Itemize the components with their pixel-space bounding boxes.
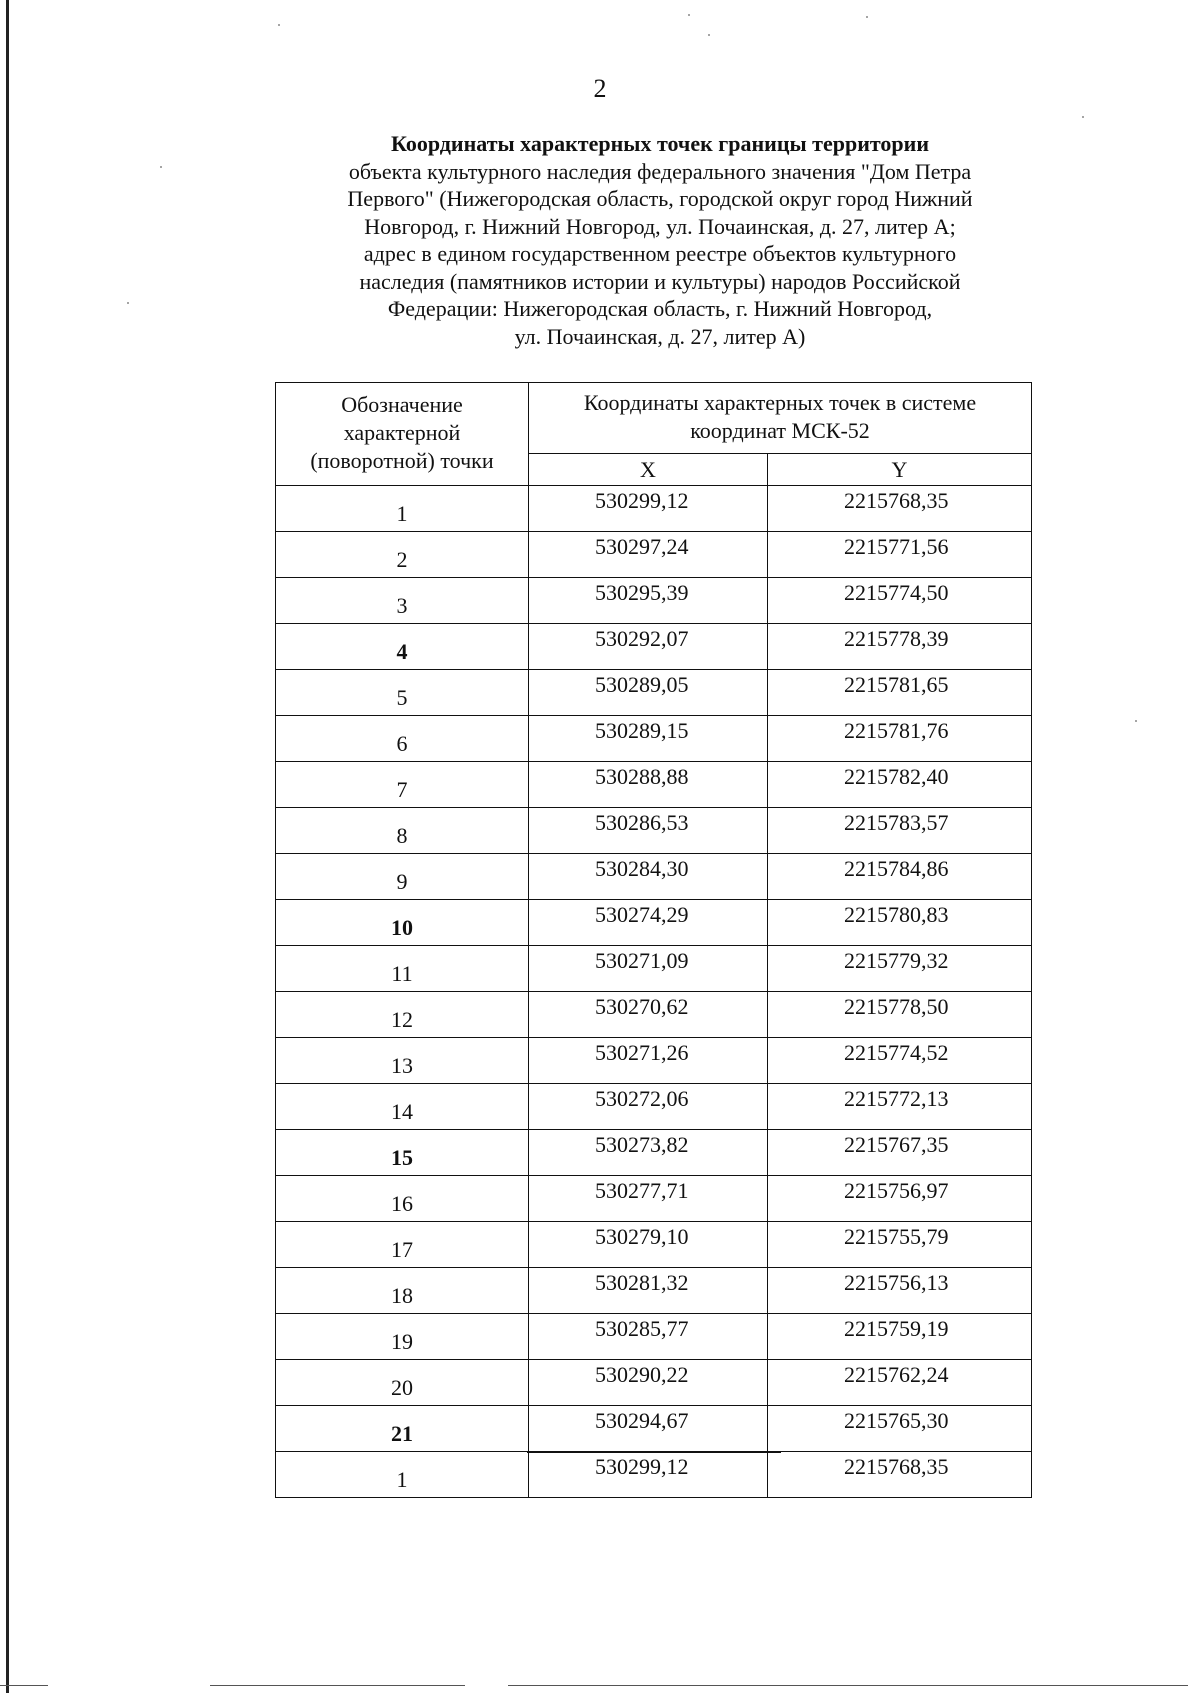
y-coordinate-cell: 2215781,76: [768, 716, 1032, 762]
x-coordinate-cell: 530271,09: [529, 946, 768, 992]
table-row: [276, 1084, 1032, 1130]
point-number-cell: 11: [276, 946, 529, 992]
y-coordinate-cell: 2215781,65: [768, 670, 1032, 716]
point-number-cell: 13: [276, 1038, 529, 1084]
end-of-document-rule: [527, 1451, 781, 1453]
y-coordinate-cell: 2215784,86: [768, 854, 1032, 900]
table-row: [276, 808, 1032, 854]
title-line: объекта культурного наследия федерального значения "Дом Петра: [348, 158, 972, 184]
point-number-cell: 3: [276, 578, 529, 624]
title-line: Федерации: Нижегородская область, г. Нижний Новгород,: [387, 296, 933, 321]
y-coordinate-cell: 2215772,13: [768, 1084, 1032, 1130]
x-coordinate-cell: 530273,82: [529, 1130, 768, 1176]
y-coordinate-cell: 2215768,35: [768, 486, 1032, 532]
x-coordinate-cell: 530272,06: [529, 1084, 768, 1130]
header-coordinates: [529, 383, 1032, 454]
point-number-cell: 15: [276, 1130, 529, 1176]
title-line: Новгород, г. Нижний Новгород, ул. Почаинская, д. 27, литер А;: [364, 213, 956, 239]
y-coordinate-cell: 2215768,35: [768, 1452, 1032, 1498]
x-coordinate-cell: 530290,22: [529, 1360, 768, 1406]
table-row: [276, 532, 1032, 578]
table-row: [276, 1314, 1032, 1360]
scan-left-edge: [6, 0, 9, 1693]
x-coordinate-cell: 530289,15: [529, 716, 768, 762]
title-line: адрес в едином государственном реестре объектов культурного: [363, 241, 957, 266]
point-number-cell: 2: [276, 532, 529, 578]
y-coordinate-cell: 2215755,79: [768, 1222, 1032, 1268]
x-coordinate-cell: 530270,62: [529, 992, 768, 1038]
scan-speck: [866, 16, 868, 18]
table-row: [276, 670, 1032, 716]
y-coordinate-cell: 2215756,13: [768, 1268, 1032, 1314]
y-coordinate-cell: 2215767,35: [768, 1130, 1032, 1176]
header-point-line: Обозначение: [341, 392, 463, 417]
x-coordinate-cell: 530279,10: [529, 1222, 768, 1268]
table-row: [276, 946, 1032, 992]
y-coordinate-cell: 2215778,50: [768, 992, 1032, 1038]
table-row: [276, 486, 1032, 532]
x-coordinate-cell: 530297,24: [529, 532, 768, 578]
scan-speck: [708, 34, 710, 36]
point-number-cell: 12: [276, 992, 529, 1038]
coordinates-table: [275, 382, 1032, 1498]
x-coordinate-cell: 530295,39: [529, 578, 768, 624]
document-title: [290, 130, 1030, 350]
point-number-cell: 8: [276, 808, 529, 854]
y-coordinate-cell: 2215778,39: [768, 624, 1032, 670]
header-point-line: характерной: [343, 420, 461, 445]
y-coordinate-cell: 2215765,30: [768, 1406, 1032, 1452]
table-row: [276, 1406, 1032, 1452]
table-row: [276, 1130, 1032, 1176]
table-row: [276, 1268, 1032, 1314]
y-coordinate-cell: 2215759,19: [768, 1314, 1032, 1360]
point-number-cell: 1: [276, 486, 529, 532]
header-x: X: [529, 454, 768, 486]
point-number-cell: 20: [276, 1360, 529, 1406]
table-row: [276, 624, 1032, 670]
x-coordinate-cell: 530288,88: [529, 762, 768, 808]
title-line: наследия (памятников истории и культуры) народов Российской: [359, 268, 961, 294]
table-row: [276, 992, 1032, 1038]
point-number-cell: 21: [276, 1406, 529, 1452]
y-coordinate-cell: 2215780,83: [768, 900, 1032, 946]
x-coordinate-cell: 530286,53: [529, 808, 768, 854]
x-coordinate-cell: 530281,32: [529, 1268, 768, 1314]
x-coordinate-cell: 530292,07: [529, 624, 768, 670]
coordinates-table-body: [276, 486, 1032, 1498]
table-row: [276, 762, 1032, 808]
point-number-cell: 6: [276, 716, 529, 762]
scan-speck: [1135, 720, 1137, 722]
point-number-cell: 1: [276, 1452, 529, 1498]
x-coordinate-cell: 530285,77: [529, 1314, 768, 1360]
x-coordinate-cell: 530299,12: [529, 486, 768, 532]
x-coordinate-cell: 530299,12: [529, 1452, 768, 1498]
table-row: [276, 854, 1032, 900]
point-number-cell: 17: [276, 1222, 529, 1268]
table-row: [276, 1222, 1032, 1268]
y-coordinate-cell: 2215771,56: [768, 532, 1032, 578]
point-number-cell: 10: [276, 900, 529, 946]
table-row: [276, 1176, 1032, 1222]
point-number-cell: 5: [276, 670, 529, 716]
y-coordinate-cell: 2215782,40: [768, 762, 1032, 808]
y-coordinate-cell: 2215774,50: [768, 578, 1032, 624]
point-number-cell: 18: [276, 1268, 529, 1314]
table-row: [276, 900, 1032, 946]
table-row: [276, 578, 1032, 624]
table-row: [276, 716, 1032, 762]
header-y: Y: [768, 454, 1032, 486]
point-number-cell: 14: [276, 1084, 529, 1130]
table-row: [276, 1452, 1032, 1498]
y-coordinate-cell: 2215774,52: [768, 1038, 1032, 1084]
scan-speck: [278, 24, 280, 26]
table-row: [276, 1038, 1032, 1084]
header-coordinates-line: Координаты характерных точек в системе: [583, 390, 977, 415]
x-coordinate-cell: 530294,67: [529, 1406, 768, 1452]
header-coordinates-line: координат МСК-52: [690, 418, 870, 443]
scan-bottom-mark: [210, 1685, 465, 1686]
title-line: ул. Почаинская, д. 27, литер А): [514, 323, 806, 349]
y-coordinate-cell: 2215783,57: [768, 808, 1032, 854]
point-number-cell: 7: [276, 762, 529, 808]
point-number-cell: 16: [276, 1176, 529, 1222]
page-number: 2: [593, 74, 607, 103]
scan-bottom-mark: [508, 1685, 1188, 1686]
header-point-line: (поворотной) точки: [310, 448, 494, 473]
table-row: [276, 1360, 1032, 1406]
title-line: Первого" (Нижегородская область, городской округ город Нижний: [347, 186, 973, 211]
y-coordinate-cell: 2215756,97: [768, 1176, 1032, 1222]
x-coordinate-cell: 530274,29: [529, 900, 768, 946]
x-coordinate-cell: 530271,26: [529, 1038, 768, 1084]
scan-speck: [688, 14, 690, 16]
x-coordinate-cell: 530284,30: [529, 854, 768, 900]
y-coordinate-cell: 2215762,24: [768, 1360, 1032, 1406]
header-point-designation: [276, 383, 529, 486]
point-number-cell: 4: [276, 624, 529, 670]
point-number-cell: 9: [276, 854, 529, 900]
title-heading: Координаты характерных точек границы территории: [390, 131, 930, 156]
x-coordinate-cell: 530289,05: [529, 670, 768, 716]
scan-bottom-mark: [0, 1685, 48, 1686]
y-coordinate-cell: 2215779,32: [768, 946, 1032, 992]
scan-speck: [127, 302, 129, 304]
scan-speck: [160, 166, 162, 168]
x-coordinate-cell: 530277,71: [529, 1176, 768, 1222]
scan-speck: [1082, 116, 1084, 118]
point-number-cell: 19: [276, 1314, 529, 1360]
